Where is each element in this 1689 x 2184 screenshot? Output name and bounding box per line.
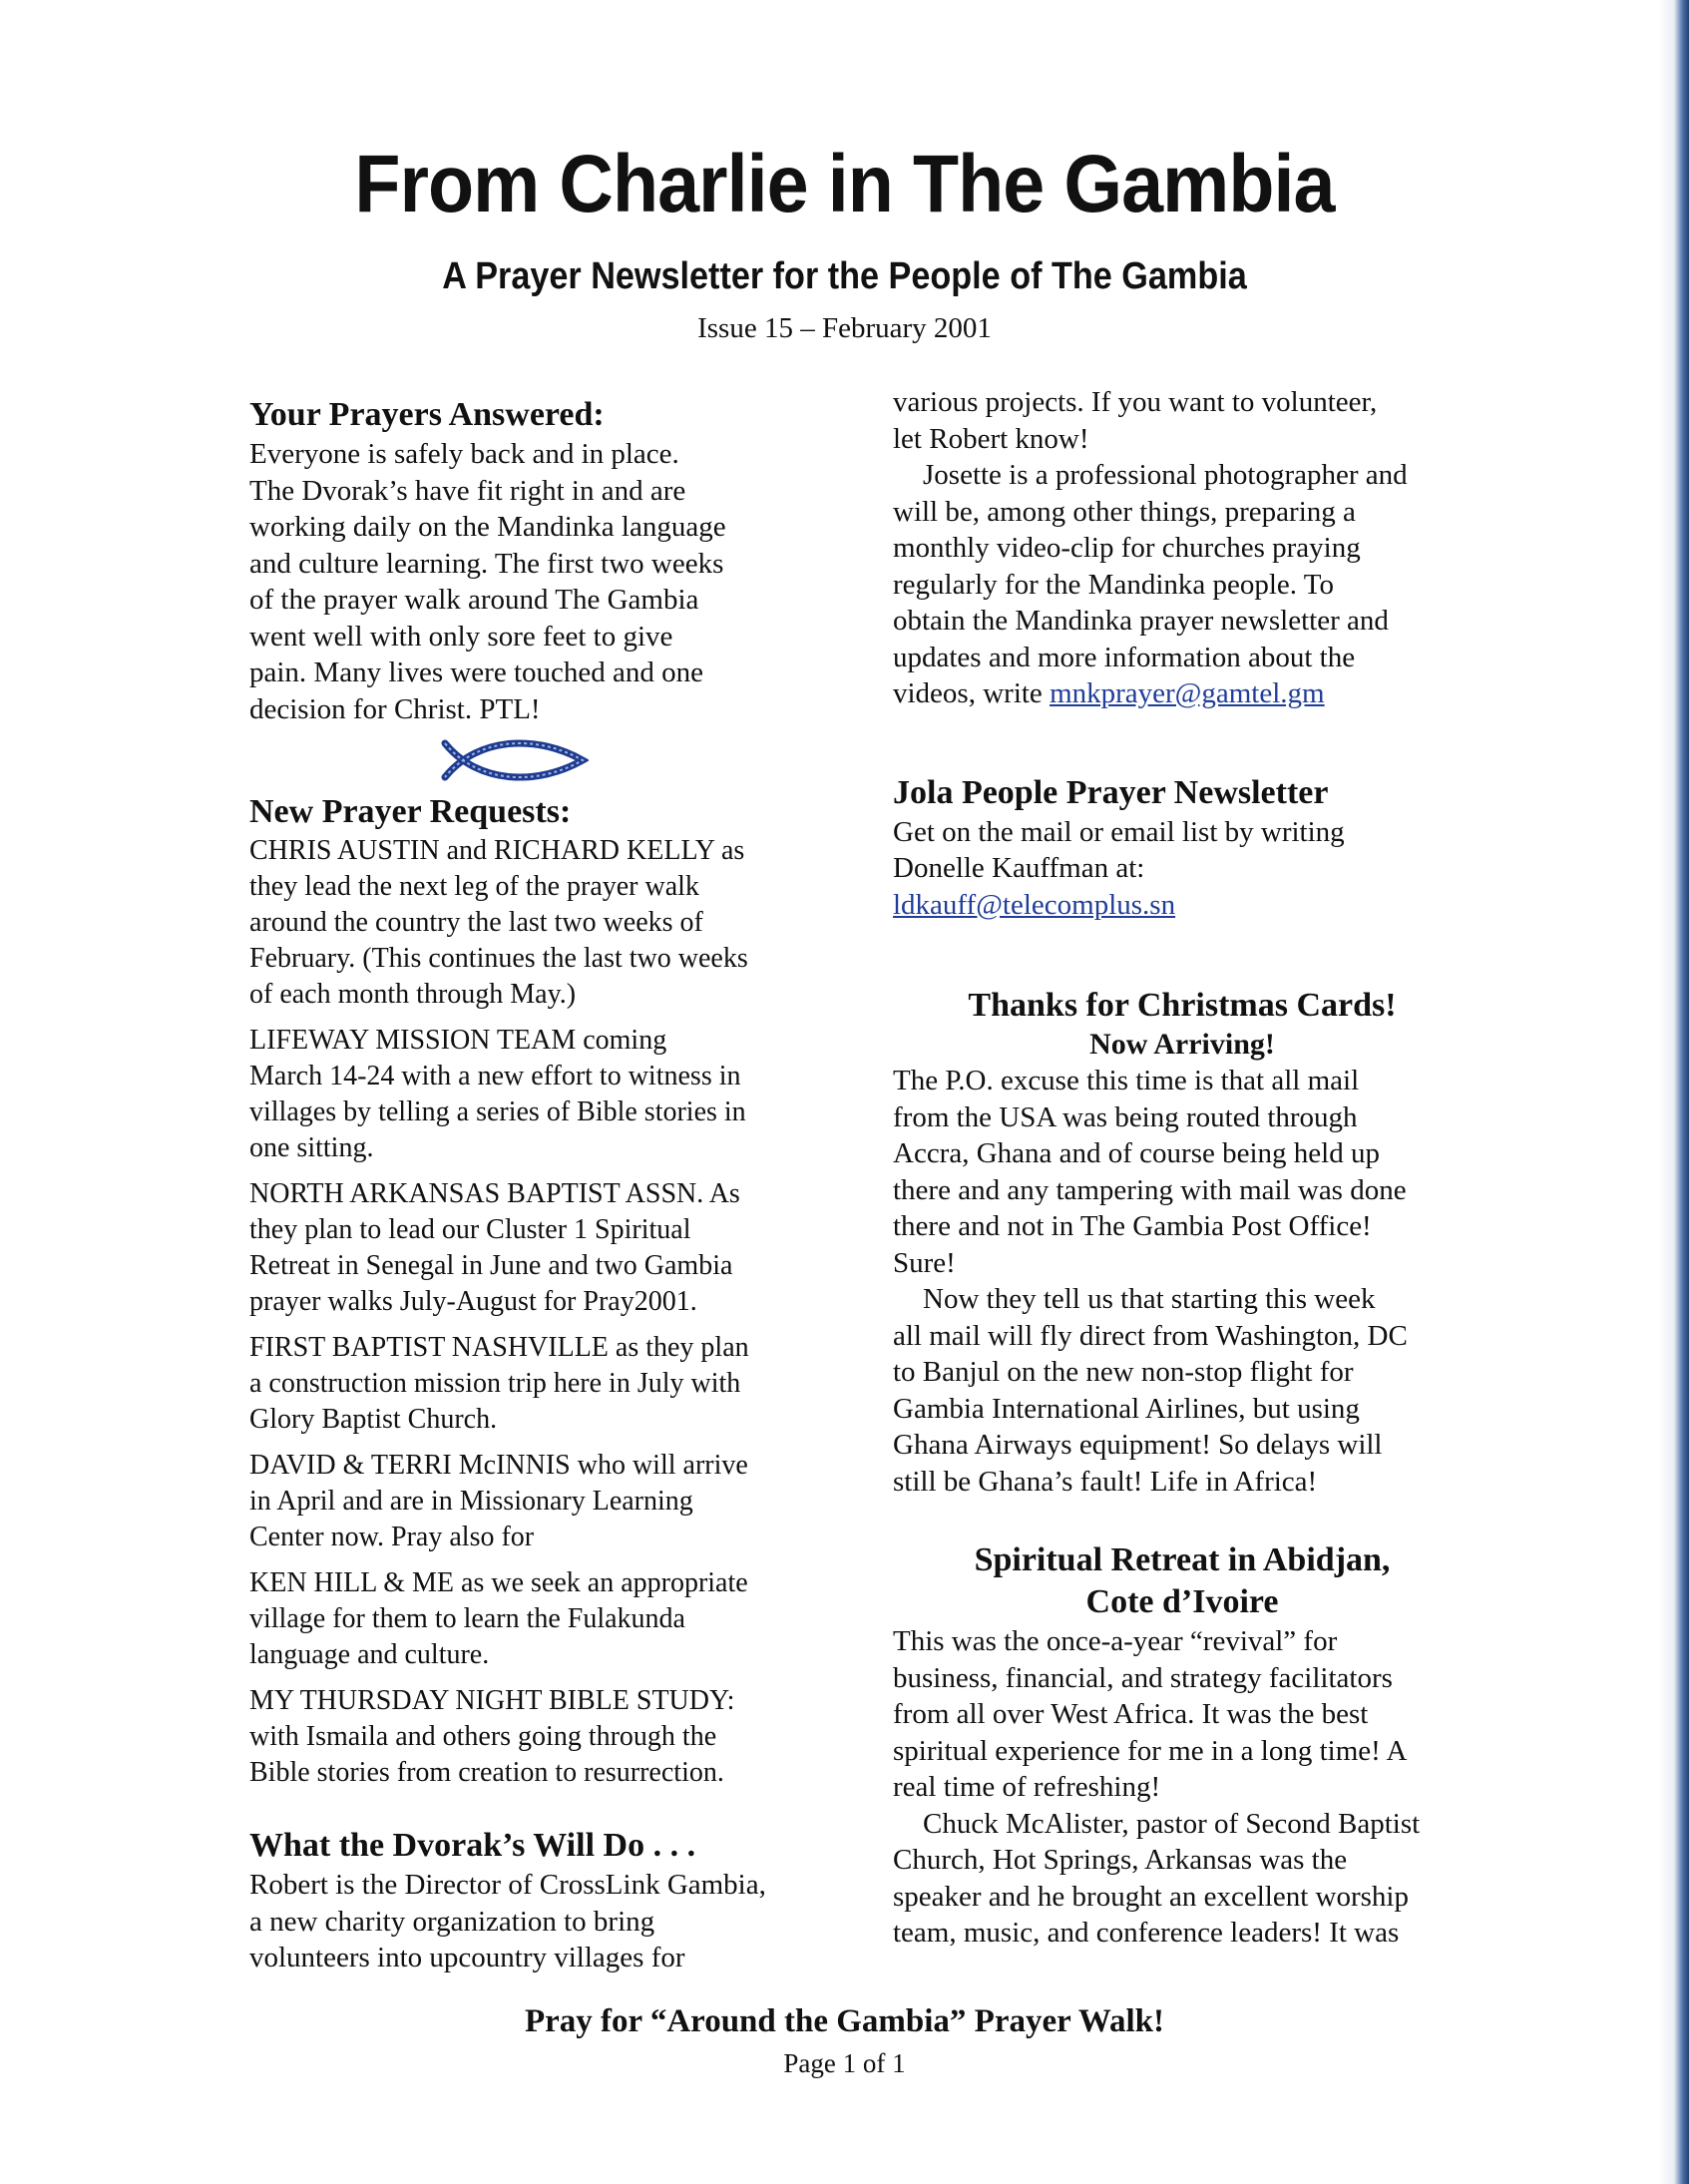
dvorak-heading: What the Dvorak’s Will Do . . .: [249, 1827, 696, 1864]
list-item: [249, 1176, 838, 1320]
text-line: Bible stories from creation to resurrection.: [249, 1757, 724, 1788]
newsletter-title: From Charlie in The Gambia: [354, 139, 1335, 229]
text-line: regularly for the Mandinka people. To: [893, 568, 1334, 601]
text-line: pain. Many lives were touched and one: [249, 656, 703, 688]
text-line: they plan to lead our Cluster 1 Spiritual: [249, 1214, 691, 1245]
text-line: This was the once-a-year “revival” for: [893, 1625, 1338, 1657]
list-item: [249, 1565, 838, 1673]
text-line: prayer walks July-August for Pray2001.: [249, 1286, 697, 1317]
text-line: Accra, Ghana and of course being held up: [893, 1137, 1380, 1169]
text-line: Donelle Kauffman at:: [893, 852, 1145, 884]
text-line: The P.O. excuse this time is that all mail: [893, 1065, 1360, 1096]
newsletter-subtitle: A Prayer Newsletter for the People of The Gambia: [442, 255, 1247, 297]
page-number: Page 1 of 1: [783, 2048, 906, 2078]
dvorak-continued: [893, 384, 1472, 457]
text-line: still be Ghana’s fault! Life in Africa!: [893, 1465, 1318, 1498]
text-line: in April and are in Missionary Learning: [249, 1486, 693, 1517]
jola-email-link[interactable]: ldkauff@telecomplus.sn: [893, 888, 1176, 921]
jola-body: [893, 814, 1472, 924]
text-line: villages by telling a series of Bible stories in: [249, 1096, 746, 1127]
text-line: obtain the Mandinka prayer newsletter and: [893, 605, 1389, 637]
text-line: of the prayer walk around The Gambia: [249, 584, 699, 616]
text-line: from the USA was being routed through: [893, 1100, 1358, 1133]
text-line: they lead the next leg of the prayer walk: [249, 871, 699, 902]
footer-prayer-walk-title: Pray for “Around the Gambia” Prayer Walk!: [524, 2003, 1165, 2039]
text-line: from all over West Africa. It was the best: [893, 1698, 1369, 1730]
text-line: DAVID & TERRI McINNIS who will arrive: [249, 1450, 748, 1481]
text-line: Josette is a professional photographer and: [923, 459, 1408, 491]
prayer-requests-list: [249, 833, 838, 1791]
mandinka-email-link[interactable]: mnkprayer@gamtel.gm: [1050, 677, 1325, 709]
list-item: [249, 833, 838, 1013]
text-line: February. (This continues the last two weeks: [249, 943, 748, 974]
text-line: there and not in The Gambia Post Office!: [893, 1210, 1372, 1242]
now-paragraph: [893, 1281, 1472, 1500]
text-line: [893, 887, 1472, 924]
ichthys-fish-icon: [439, 735, 589, 785]
prayers-answered-heading: Your Prayers Answered:: [249, 396, 605, 433]
text-line: with Ismaila and others going through the: [249, 1721, 717, 1752]
text-line: Everyone is safely back and in place.: [249, 438, 679, 470]
text-line: there and any tampering with mail was done: [893, 1173, 1407, 1206]
text-line: KEN HILL & ME as we seek an appropriate: [249, 1567, 748, 1598]
po-paragraph: [893, 1063, 1472, 1281]
text-line: went well with only sore feet to give: [249, 620, 673, 653]
text-line: a construction mission trip here in July with: [249, 1368, 741, 1399]
text-line: let Robert know!: [893, 422, 1089, 455]
text-line: and culture learning. The first two weeks: [249, 547, 724, 580]
list-item: [249, 1023, 838, 1166]
text-line: around the country the last two weeks of: [249, 907, 703, 938]
issue-date: Issue 15 – February 2001: [697, 312, 992, 344]
list-item: [249, 1683, 838, 1791]
retreat-heading-line1: Spiritual Retreat in Abidjan,: [974, 1541, 1391, 1578]
josette-paragraph: [893, 457, 1472, 712]
text-line: monthly video-clip for churches praying: [893, 532, 1361, 564]
text-line: real time of refreshing!: [893, 1771, 1161, 1803]
text-line: Robert is the Director of CrossLink Gambia,: [249, 1869, 766, 1901]
left-column: [249, 394, 838, 1976]
text-line: Glory Baptist Church.: [249, 1404, 498, 1435]
text-line: updates and more information about the: [893, 641, 1356, 673]
text-line: MY THURSDAY NIGHT BIBLE STUDY:: [249, 1685, 735, 1716]
retreat-paragraph: [893, 1623, 1472, 1806]
text-line: Chuck McAlister, pastor of Second Baptist: [923, 1807, 1421, 1840]
right-column: [893, 384, 1472, 1952]
text-line: NORTH ARKANSAS BAPTIST ASSN. As: [249, 1178, 740, 1209]
text-line: The Dvorak’s have fit right in and are: [249, 474, 686, 507]
text-fragment: videos, write: [893, 677, 1051, 709]
text-line: spiritual experience for me in a long time! A: [893, 1734, 1408, 1767]
text-line: Ghana Airways equipment! So delays will: [893, 1429, 1383, 1461]
text-line: all mail will fly direct from Washington, DC: [893, 1319, 1408, 1352]
dvorak-body: [249, 1867, 838, 1976]
text-line: volunteers into upcountry villages for: [249, 1942, 685, 1973]
text-line: CHRIS AUSTIN and RICHARD KELLY as: [249, 835, 745, 866]
text-line: business, financial, and strategy facilitators: [893, 1661, 1393, 1694]
text-line: of each month through May.): [249, 979, 577, 1010]
text-line: working daily on the Mandinka language: [249, 511, 726, 543]
chuck-paragraph: [893, 1806, 1472, 1952]
text-line: Center now. Pray also for: [249, 1522, 535, 1552]
text-line: speaker and he brought an excellent worship: [893, 1880, 1409, 1913]
text-line: decision for Christ. PTL!: [249, 692, 541, 725]
jola-heading: Jola People Prayer Newsletter: [893, 773, 1329, 811]
text-line: March 14-24 with a new effort to witness in: [249, 1061, 741, 1092]
text-line: will be, among other things, preparing a: [893, 495, 1356, 528]
thanks-heading: Thanks for Christmas Cards!: [968, 987, 1397, 1024]
thanks-subheading: Now Arriving!: [1089, 1028, 1275, 1061]
text-line: various projects. If you want to volunteer,: [893, 386, 1378, 418]
prayers-answered-body: [249, 436, 838, 727]
text-line: one sitting.: [249, 1132, 374, 1163]
text-line: Retreat in Senegal in June and two Gambia: [249, 1250, 733, 1281]
text-line: [893, 675, 1472, 712]
text-line: to Banjul on the new non-stop flight for: [893, 1356, 1354, 1388]
text-line: language and culture.: [249, 1639, 490, 1670]
list-item: [249, 1330, 838, 1438]
text-line: a new charity organization to bring: [249, 1905, 655, 1938]
text-line: Get on the mail or email list by writing: [893, 815, 1345, 848]
text-line: LIFEWAY MISSION TEAM coming: [249, 1025, 667, 1056]
new-requests-heading: New Prayer Requests:: [249, 793, 572, 830]
text-line: Church, Hot Springs, Arkansas was the: [893, 1844, 1348, 1876]
retreat-heading-line2: Cote d’Ivoire: [1085, 1583, 1279, 1620]
text-line: team, music, and conference leaders! It was: [893, 1917, 1400, 1949]
text-line: Gambia International Airlines, but using: [893, 1392, 1360, 1425]
text-line: FIRST BAPTIST NASHVILLE as they plan: [249, 1332, 749, 1363]
list-item: [249, 1448, 838, 1555]
text-line: village for them to learn the Fulakunda: [249, 1603, 685, 1634]
text-line: Sure!: [893, 1246, 956, 1279]
text-line: Now they tell us that starting this week: [923, 1283, 1376, 1315]
